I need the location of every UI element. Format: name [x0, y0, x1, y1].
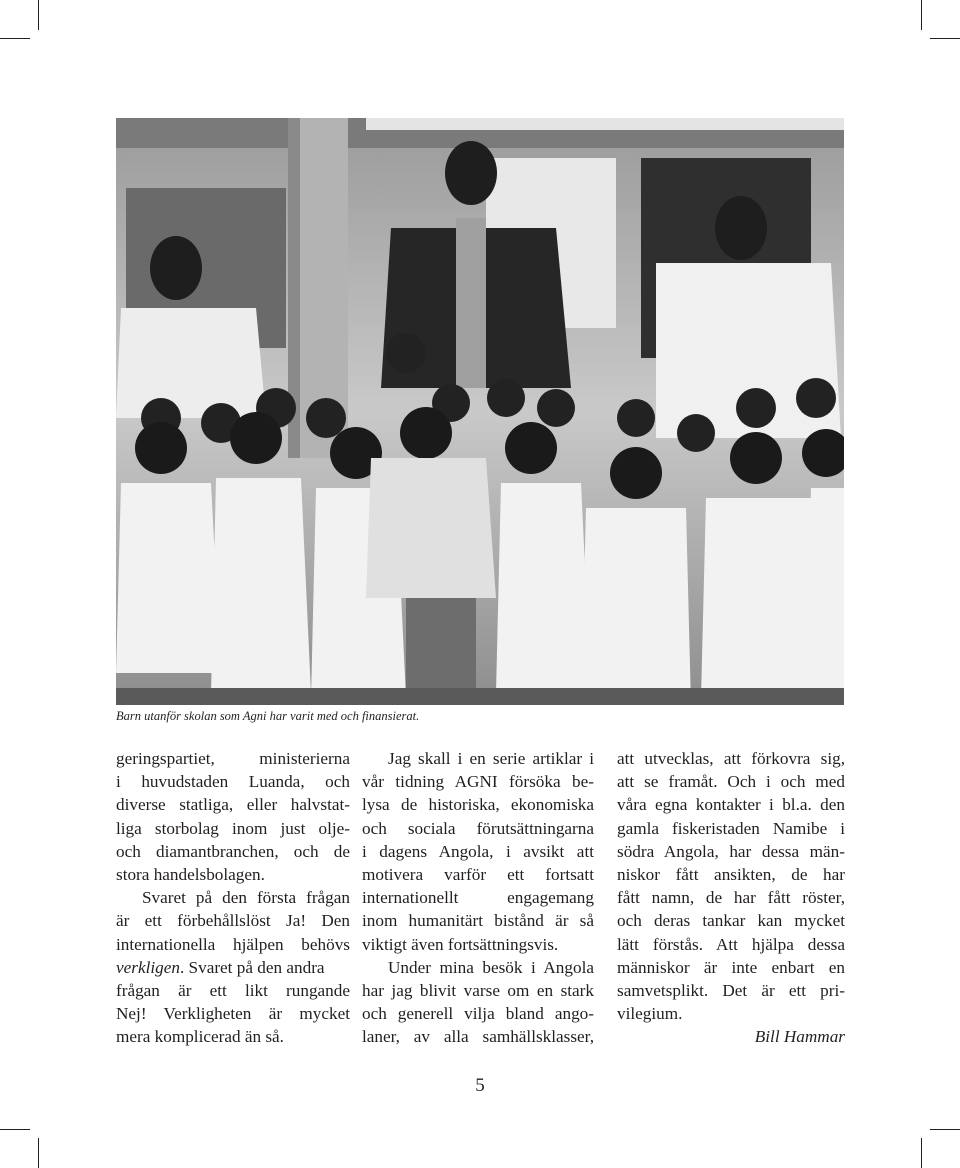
text-line: vår tidning AGNI försöka be-	[362, 772, 594, 792]
text-line: diverse statliga, eller halvstat-	[116, 795, 350, 815]
text-line: och sociala förutsättningarna	[362, 818, 594, 838]
text-line: att utvecklas, att förkovra sig,	[617, 749, 845, 768]
text-column-3	[617, 747, 845, 1048]
text-line: södra Angola, har dessa män-	[617, 841, 845, 861]
text-line: våra egna kontakter i bl.a. den	[617, 795, 845, 815]
text-line: laner, av alla samhällsklasser,	[362, 1027, 594, 1047]
crop-mark	[0, 38, 30, 39]
text-line: motivera varför ett fortsatt	[362, 864, 594, 884]
text-column-1	[116, 747, 350, 1048]
text-line: lätt förstås. Att hjälpa dessa	[617, 934, 845, 954]
author-signature: Bill Hammar	[754, 1027, 845, 1047]
crop-mark	[921, 0, 922, 30]
text-line: i dagens Angola, i avsikt att	[362, 841, 594, 861]
text-fragment: . Svaret på den andra	[179, 957, 325, 977]
text-line: Under mina besök i Angola	[388, 957, 594, 977]
text-line: liga storbolag inom just olje-	[116, 818, 350, 838]
photo-illustration	[116, 118, 844, 705]
text-line: inom humanitärt bistånd är så	[362, 911, 594, 931]
text-line: människor är inte enbart en	[617, 957, 845, 977]
text-line: fått namn, de har fått röster,	[617, 888, 845, 908]
text-line: niskor fått ansikten, de har	[617, 864, 845, 884]
text-line: stora handelsbolagen.	[116, 864, 265, 884]
text-line: och diamantbranchen, och de	[116, 841, 350, 861]
photo-caption: Barn utanför skolan som Agni har varit med och finansierat.	[116, 709, 420, 723]
crop-mark	[38, 1138, 39, 1168]
text-line: i huvudstaden Luanda, och	[116, 772, 350, 792]
text-line: viktigt även fortsättningsvis.	[362, 934, 559, 954]
crop-mark	[921, 1138, 922, 1168]
text-line: internationellt engagemang	[362, 888, 594, 908]
crop-mark	[0, 1129, 30, 1130]
text-line	[116, 956, 350, 979]
crop-mark	[38, 0, 39, 30]
page-number: 5	[475, 1075, 485, 1096]
text-line: geringspartiet, ministerierna	[116, 749, 350, 768]
text-line: att se framåt. Och i och med	[617, 772, 845, 792]
text-line: internationella hjälpen behövs	[116, 934, 350, 954]
text-line: Nej! Verkligheten är mycket	[116, 1004, 350, 1024]
text-column-2	[362, 747, 594, 1048]
text-line: vilegium.	[617, 1004, 683, 1024]
crop-mark	[930, 1129, 960, 1130]
text-line: samvetsplikt. Det är ett pri-	[617, 980, 845, 1000]
text-line: lysa de historiska, ekonomiska	[362, 795, 594, 815]
text-line: Svaret på den första frågan	[142, 888, 350, 908]
text-line: mera komplicerad än så.	[116, 1027, 284, 1047]
text-line: är ett förbehållslöst Ja! Den	[116, 911, 350, 931]
text-line: och deras tankar kan mycket	[617, 911, 845, 931]
text-line: frågan är ett likt rungande	[116, 980, 350, 1000]
text-line: gamla fiskeristaden Namibe i	[617, 818, 845, 838]
text-line: Jag skall i en serie artiklar i	[388, 749, 594, 768]
group-photo	[116, 118, 844, 705]
text-line: har jag blivit varse om en stark	[362, 980, 594, 1000]
emphasis-text: verkligen	[116, 957, 180, 977]
text-line: och generell vilja bland ango-	[362, 1004, 594, 1024]
crop-mark	[930, 38, 960, 39]
